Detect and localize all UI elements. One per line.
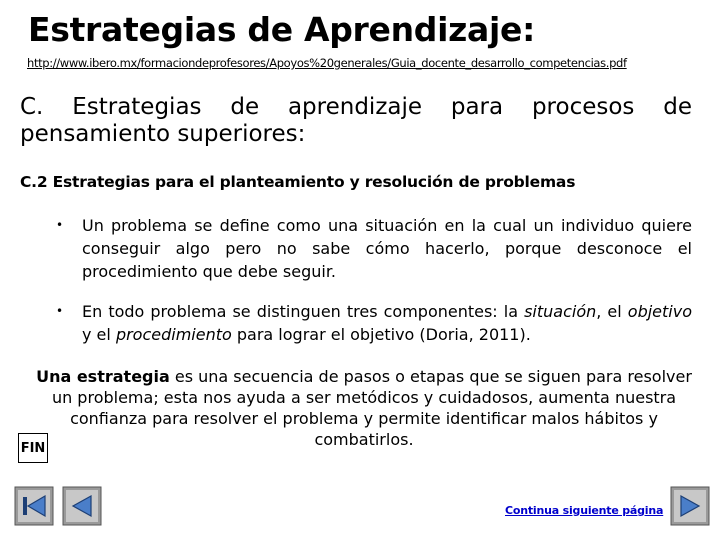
section-heading (20, 94, 692, 148)
section-heading-line1: C. Estrategias de aprendizaje para procesos de (20, 94, 692, 120)
term-objetivo: objetivo (627, 302, 692, 321)
page-title: Estrategias de Aprendizaje: (28, 10, 535, 49)
fin-button[interactable]: FIN (18, 433, 48, 463)
section-heading-line2: pensamiento superiores: (20, 121, 306, 147)
bullet-dot-icon: • (56, 304, 64, 318)
bullet-text-part: , el (596, 302, 628, 321)
bullet-text-part: para lograr el objetivo (Doria, 2011). (231, 325, 531, 344)
bullet-dot-icon: • (56, 218, 64, 232)
bullet-text-part: En todo problema se distinguen tres componentes: la (82, 302, 525, 321)
term-situacion: situación (524, 302, 597, 321)
term-procedimiento: procedimiento (115, 325, 232, 344)
bullet-item (56, 300, 692, 346)
bullet-text: Un problema se define como una situación en la cual un individuo quiere conseguir algo pero no sabe cómo hacerlo, porque desconoce el procedimiento que debe seguir. (82, 216, 692, 281)
bullet-text (82, 300, 692, 346)
bullet-text-part: y el (82, 325, 116, 344)
bullet-item (56, 214, 692, 283)
strategy-paragraph (28, 366, 700, 450)
strategy-term: Una estrategia (36, 367, 170, 386)
first-slide-button[interactable] (14, 486, 54, 526)
strategy-definition: es una secuencia de pasos o etapas que se siguen para resolver un problema; esta nos ayuda a ser metódicos y cuidadosos, aumenta nuestra confianza para resolver el problema y permite identificar malos hábitos y combatirlos. (51, 367, 692, 449)
next-slide-button[interactable] (670, 486, 710, 526)
previous-slide-button[interactable] (62, 486, 102, 526)
source-url-link[interactable]: http://www.ibero.mx/formaciondeprofesores/Apoyos%20generales/Guia_docente_desarrollo_competencias.pdf (27, 56, 627, 70)
subsection-heading: C.2 Estrategias para el planteamiento y resolución de problemas (20, 173, 576, 191)
continue-next-page-link[interactable]: Continua siguiente página (505, 504, 664, 517)
